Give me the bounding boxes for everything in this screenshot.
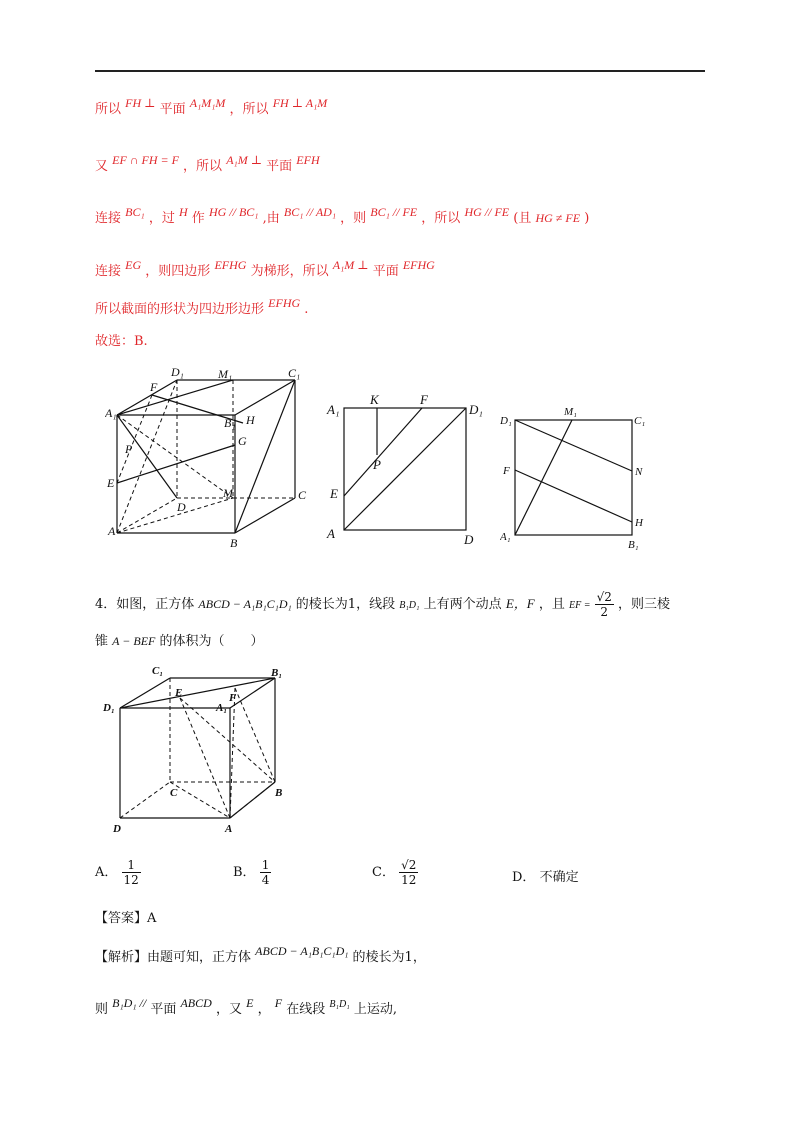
text: 在线段	[286, 1002, 326, 1017]
hidden-edge	[117, 498, 233, 533]
label-a: A	[225, 823, 233, 835]
text: ，则三棱	[618, 597, 671, 612]
hidden-edge	[180, 698, 230, 818]
text: ，则	[340, 211, 367, 226]
option-letter: D．	[512, 870, 536, 885]
label-a: A	[108, 524, 116, 538]
text: ，则四边形	[145, 264, 211, 279]
math: ABCD	[180, 996, 212, 1010]
denominator: 4	[261, 873, 270, 887]
math: EFHG	[402, 258, 435, 272]
question-line-2	[95, 630, 264, 649]
solution-line-3	[95, 207, 589, 226]
label-b1: B₁	[628, 539, 639, 550]
math: B₁D₁ //	[112, 996, 147, 1010]
text: 由题可知，正方体	[147, 950, 252, 965]
label-e: E	[175, 687, 183, 699]
header-rule	[95, 70, 705, 72]
text: 所以截面的形状为四边形边形	[95, 302, 265, 317]
math: A₁M₁M	[189, 96, 226, 110]
label-d: D	[464, 532, 474, 545]
label-c1: C₁	[288, 366, 301, 380]
fraction	[260, 858, 272, 887]
label-c: C	[298, 488, 307, 502]
label-h: H	[635, 517, 643, 529]
text: .	[304, 302, 309, 317]
text: 平面	[266, 159, 293, 174]
figure-cube-section	[105, 365, 315, 550]
edge-bc1	[235, 380, 295, 533]
math: EFHG	[214, 258, 247, 272]
math: FH ⊥ A₁M	[272, 96, 328, 110]
segment-a1m1	[515, 420, 572, 535]
denominator: 12	[123, 873, 139, 887]
math: EF ∩ FH = F	[112, 153, 179, 167]
label-d1: D₁	[469, 402, 483, 417]
math: ABCD − A₁B₁C₁D₁	[255, 944, 349, 958]
text: 平面	[372, 264, 399, 279]
text: 锥	[95, 634, 109, 649]
label-f: F	[420, 392, 428, 407]
question-line-1	[95, 590, 670, 619]
text: 上有两个动点	[423, 597, 502, 612]
label-a1: A₁	[500, 531, 511, 543]
section-line	[117, 380, 233, 415]
figure-face-top	[500, 400, 650, 550]
text: ，所以	[421, 211, 461, 226]
text: 平面	[150, 1002, 177, 1017]
text: 连接	[95, 264, 122, 279]
math: BC₁ // AD₁	[283, 205, 336, 219]
segment-d1n	[515, 420, 632, 471]
label-m: M	[223, 486, 233, 500]
hidden-edge	[117, 498, 177, 533]
math: H	[178, 205, 188, 219]
option-a[interactable]	[95, 858, 141, 887]
label-d1: D₁	[171, 365, 184, 379]
label-f: F	[229, 692, 237, 704]
label-c: C	[170, 787, 178, 799]
math: B₁D₁	[329, 999, 350, 1010]
label-b: B	[230, 536, 238, 550]
answer-value: A	[147, 911, 157, 926]
label-p: P	[125, 442, 133, 456]
numerator: √2	[401, 858, 417, 872]
label-a: A	[327, 526, 335, 541]
label-g: G	[238, 434, 247, 448]
math: F	[274, 996, 283, 1010]
label-m1: M₁	[218, 367, 233, 381]
label-m1: M₁	[564, 406, 577, 418]
text: ，且	[538, 597, 565, 612]
label-d1: D₁	[500, 415, 512, 427]
math: A₁M ⊥	[226, 153, 262, 167]
option-c[interactable]	[372, 858, 418, 887]
denominator: 12	[401, 873, 417, 887]
figure-cube-tetra	[100, 660, 300, 840]
fraction	[122, 858, 141, 887]
denominator: 2	[600, 605, 609, 619]
answer-tag: 【答案】	[95, 911, 148, 926]
math: HG // BC₁	[208, 205, 259, 219]
math: A₁M ⊥	[332, 258, 369, 272]
analysis-line-1	[95, 946, 426, 965]
hidden-edge	[117, 415, 233, 498]
text: ，所以	[183, 159, 223, 174]
numerator: 1	[261, 858, 270, 872]
edge	[117, 415, 177, 498]
text: 作	[191, 211, 205, 226]
numerator: √2	[596, 590, 612, 604]
math: E，F	[505, 596, 535, 611]
option-text: 不确定	[539, 870, 579, 885]
math: BC₁ // FE	[370, 205, 418, 219]
label-e: E	[107, 476, 115, 490]
segment-fh	[515, 470, 632, 522]
text: ，所以	[229, 102, 269, 117]
option-b[interactable]	[233, 858, 271, 887]
hidden-edge	[170, 782, 230, 818]
math: EG	[125, 258, 142, 272]
edge	[235, 380, 295, 415]
math: B₁D₁	[399, 600, 420, 611]
label-p: P	[373, 457, 381, 472]
math: A − BEF	[112, 634, 156, 648]
label-d1: D₁	[103, 702, 115, 714]
label-h: H	[246, 413, 255, 427]
section-line	[117, 445, 235, 483]
figure-face-a1d1	[322, 390, 492, 545]
hidden-edge	[235, 688, 275, 782]
math: FH ⊥	[125, 96, 156, 110]
label-a1: A₁	[327, 402, 340, 417]
label-b1: B₁	[271, 667, 283, 679]
label-f: F	[503, 465, 510, 477]
label-b1: B₁	[224, 416, 236, 430]
text: 则	[95, 1002, 109, 1017]
math: E	[246, 996, 254, 1010]
text: ，	[257, 1002, 271, 1017]
answer-choice: 故选：B.	[95, 334, 148, 349]
label-d: D	[177, 500, 186, 514]
edge	[117, 380, 177, 415]
text: (且	[513, 211, 532, 226]
numerator: 1	[122, 858, 141, 873]
label-f: F	[150, 380, 158, 394]
label-c1: C₁	[634, 415, 646, 427]
text: 所以	[95, 102, 122, 117]
math: BC₁	[125, 205, 145, 219]
option-letter: C．	[372, 865, 395, 880]
text: ,由	[262, 211, 280, 226]
solution-line-1	[95, 98, 327, 117]
hidden-edge	[180, 698, 275, 782]
edge	[235, 498, 295, 533]
option-d[interactable]	[512, 866, 579, 885]
fraction	[595, 590, 614, 619]
text: 的棱长为1，线段	[295, 597, 396, 612]
solution-line-4	[95, 260, 435, 279]
text: ，过	[148, 211, 175, 226]
text: 连接	[95, 211, 122, 226]
label-a1: A₁	[216, 702, 228, 714]
choice-line	[95, 330, 148, 349]
option-letter: B．	[233, 865, 256, 880]
text: 的体积为（ ）	[159, 634, 264, 649]
math: HG // FE	[464, 205, 510, 219]
text: 为梯形，所以	[250, 264, 329, 279]
label-e: E	[330, 486, 338, 501]
text: 的棱长为1，	[352, 950, 426, 965]
answer-line	[95, 907, 156, 926]
text: ，又	[215, 1002, 242, 1017]
math: EFH	[296, 153, 320, 167]
math: EFHG	[268, 296, 301, 310]
label-c1: C₁	[152, 665, 164, 677]
segment-ef	[344, 408, 422, 496]
fraction	[399, 858, 418, 887]
analysis-tag: 【解析】	[95, 950, 148, 965]
option-letter: A．	[95, 865, 118, 880]
text: 上运动,	[353, 1002, 397, 1017]
label-k: K	[370, 392, 379, 407]
math: ABCD − A₁B₁C₁D₁	[198, 597, 292, 611]
text: )	[584, 211, 590, 226]
analysis-line-2	[95, 998, 397, 1017]
label-a1: A₁	[105, 406, 117, 420]
text: 平面	[159, 102, 186, 117]
text: 4．如图，正方体	[95, 597, 195, 612]
math: EF =	[569, 600, 591, 611]
label-n: N	[635, 466, 643, 478]
text: 又	[95, 159, 109, 174]
hidden-edge	[120, 782, 170, 818]
solution-line-5	[95, 298, 308, 317]
label-d: D	[113, 823, 121, 835]
math: HG ≠ FE	[535, 211, 581, 225]
solution-line-2	[95, 155, 320, 174]
label-b: B	[275, 787, 283, 799]
